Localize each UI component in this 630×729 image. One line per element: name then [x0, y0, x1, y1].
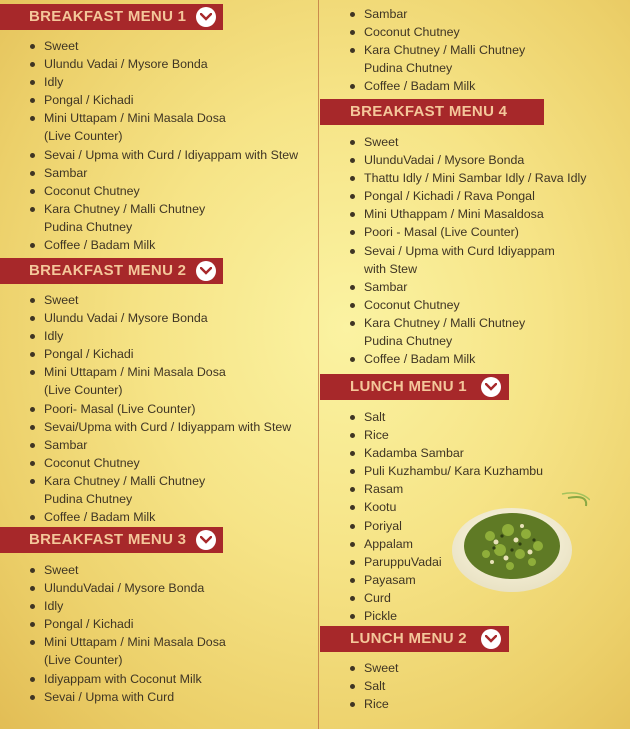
- menu-item: [320, 408, 543, 426]
- breakfast-menu-3-header[interactable]: [0, 527, 223, 553]
- menu-item-text: Idly: [44, 599, 64, 614]
- lunch-menu-2-list: [320, 659, 398, 713]
- lunch-menu-1-title: LUNCH MENU 1: [350, 378, 467, 395]
- menu-item-text: UlunduVadai / Mysore Bonda: [44, 581, 205, 596]
- menu-item-text: Coconut Chutney: [364, 297, 460, 312]
- menu-item-text-continued: with Stew: [364, 261, 418, 276]
- menu-item-text: Puli Kuzhambu/ Kara Kuzhambu: [364, 464, 544, 479]
- breakfast-menu-2-header[interactable]: [0, 258, 223, 284]
- menu-item: [320, 350, 586, 368]
- menu-item-text: Mini Uttapam / Mini Masala Dosa: [44, 111, 226, 126]
- menu-item: [320, 151, 586, 169]
- menu-item-text: Rasam: [364, 482, 404, 497]
- menu-item: [0, 615, 226, 633]
- menu-item-text: Pickle: [364, 609, 398, 624]
- menu-item-text: Sweet: [364, 135, 399, 149]
- menu-item: [320, 187, 586, 205]
- menu-item: [320, 205, 586, 223]
- menu-item-text: Sambar: [44, 437, 88, 452]
- menu-item: [0, 508, 291, 526]
- poriyal-dish-image: [450, 492, 590, 600]
- menu-item-text-continued: (Live Counter): [44, 653, 123, 668]
- menu-item: [320, 296, 586, 314]
- menu-item-text: Rice: [364, 697, 389, 712]
- menu-item: [320, 607, 543, 625]
- menu-item-text: Coconut Chutney: [44, 183, 140, 198]
- menu-item-text: Mini Uttapam / Mini Masala Dosa: [44, 635, 226, 650]
- breakfast-menu-3-title: BREAKFAST MENU 3: [29, 531, 187, 548]
- menu-item: [0, 91, 298, 109]
- menu-item-text: Pongal / Kichadi: [44, 93, 134, 108]
- menu-item: [0, 418, 291, 436]
- menu-item: [0, 55, 298, 73]
- menu-item-text: Sevai/Upma with Curd / Idiyappam with Stew: [44, 419, 292, 434]
- breakfast-menu-1-list: [0, 37, 298, 254]
- menu-item-text: Sweet: [44, 563, 79, 577]
- breakfast-menu-4-list: [320, 133, 586, 368]
- menu-item: [0, 146, 298, 164]
- menu-item-text: Poriyal: [364, 518, 402, 533]
- menu-item: [0, 561, 226, 579]
- menu-item: [0, 236, 298, 254]
- menu-item-text: Kara Chutney / Malli Chutney: [364, 43, 526, 58]
- menu-item: [320, 223, 586, 241]
- menu-item-text: Mini Uttapam / Mini Masala Dosa: [44, 365, 226, 380]
- menu-item: [320, 133, 586, 151]
- menu-item-text: Sevai / Upma with Curd: [44, 689, 175, 704]
- menu-item-text: Poori- Masal (Live Counter): [44, 401, 196, 416]
- menu-item-text: Pongal / Kichadi: [44, 617, 134, 632]
- menu-item: [0, 363, 291, 399]
- menu-item: [320, 444, 543, 462]
- menu-item-text: UlunduVadai / Mysore Bonda: [364, 153, 525, 168]
- menu-item: [0, 633, 226, 669]
- menu-item-text: Salt: [364, 410, 386, 424]
- menu-item-text: Pongal / Kichadi / Rava Pongal: [364, 189, 535, 204]
- menu-item-text: Poori - Masal (Live Counter): [364, 225, 519, 240]
- breakfast-menu-2-list: [0, 291, 291, 526]
- menu-item: [0, 327, 291, 345]
- menu-item-text: Ulundu Vadai / Mysore Bonda: [44, 311, 208, 326]
- menu-item: [0, 164, 298, 182]
- menu-item-text: Sweet: [44, 39, 79, 53]
- menu-item-text: Sambar: [364, 7, 408, 21]
- menu-item-text: Coffee / Badam Milk: [364, 352, 476, 367]
- menu-item: [320, 695, 398, 713]
- breakfast-menu-4-title: BREAKFAST MENU 4: [350, 103, 508, 120]
- menu-item-text: Kara Chutney / Malli Chutney: [364, 315, 526, 330]
- menu-item: [0, 345, 291, 363]
- menu-item-text: Kootu: [364, 500, 397, 515]
- menu-item: [320, 41, 525, 77]
- menu-item-text: Mini Uthappam / Mini Masaldosa: [364, 207, 544, 222]
- menu-item-text: Coffee / Badam Milk: [364, 79, 476, 94]
- menu-item: [320, 426, 543, 444]
- chevron-down-icon[interactable]: [481, 377, 501, 397]
- menu-item: [320, 242, 586, 278]
- menu-item: [320, 23, 525, 41]
- lunch-menu-1-header[interactable]: [320, 374, 509, 400]
- menu-item-text: ParuppuVadai: [364, 554, 442, 569]
- lunch-menu-2-title: LUNCH MENU 2: [350, 630, 467, 647]
- menu-item-text: Pongal / Kichadi: [44, 347, 134, 362]
- menu-item-text-continued: Pudina Chutney: [364, 61, 453, 76]
- menu-item-text: Kara Chutney / Malli Chutney: [44, 201, 206, 216]
- chevron-down-icon[interactable]: [196, 261, 216, 281]
- menu-item: [320, 677, 398, 695]
- menu-item-text-continued: (Live Counter): [44, 383, 123, 398]
- menu-item: [320, 314, 586, 350]
- menu-item-text-continued: (Live Counter): [44, 129, 123, 144]
- menu-item-text: Curd: [364, 590, 391, 605]
- chevron-down-icon[interactable]: [196, 530, 216, 550]
- menu-item: [320, 77, 525, 95]
- menu-item: [0, 597, 226, 615]
- menu-item-text: Kara Chutney / Malli Chutney: [44, 473, 206, 488]
- menu-item-text: Sevai / Upma with Curd / Idiyappam with Stew: [44, 147, 299, 162]
- breakfast-menu-1-header[interactable]: [0, 4, 223, 30]
- column-divider: [318, 0, 319, 729]
- menu-item: [0, 200, 298, 236]
- menu-item-text: Kadamba Sambar: [364, 446, 464, 461]
- breakfast-menu-1-title: BREAKFAST MENU 1: [29, 8, 187, 25]
- menu-item: [0, 109, 298, 145]
- menu-item: [320, 462, 543, 480]
- menu-item: [0, 436, 291, 454]
- menu-item: [0, 182, 298, 200]
- menu-item-text: Coconut Chutney: [44, 455, 140, 470]
- menu-item: [320, 278, 586, 296]
- menu-item-text: Coffee / Badam Milk: [44, 238, 156, 253]
- breakfast-menu-2-title: BREAKFAST MENU 2: [29, 262, 187, 279]
- menu-item-text: Idly: [44, 329, 64, 344]
- menu-item-text: Sweet: [364, 661, 399, 675]
- menu-item: [0, 454, 291, 472]
- menu-item: [0, 291, 291, 309]
- menu-item: [0, 73, 298, 91]
- menu-item-text: Coffee / Badam Milk: [44, 510, 156, 525]
- menu-item-text-continued: Pudina Chutney: [44, 492, 133, 507]
- chevron-down-icon[interactable]: [481, 629, 501, 649]
- menu-item: [0, 579, 226, 597]
- menu-item: [320, 5, 525, 23]
- lunch-menu-2-header[interactable]: [320, 626, 509, 652]
- menu-item-text: Sweet: [44, 293, 79, 307]
- menu-item-text: Sambar: [364, 279, 408, 294]
- breakfast-menu-3-continued-list: [320, 5, 525, 95]
- chevron-down-icon[interactable]: [196, 7, 216, 27]
- menu-item-text: Idiyappam with Coconut Milk: [44, 671, 202, 686]
- breakfast-menu-3-list: [0, 561, 226, 706]
- menu-item-text: Rice: [364, 428, 389, 443]
- menu-item-text: Coconut Chutney: [364, 25, 460, 40]
- menu-item-text: Sambar: [44, 165, 88, 180]
- menu-item-text: Salt: [364, 679, 386, 694]
- breakfast-menu-4-header[interactable]: [320, 99, 544, 125]
- menu-item-text: Idly: [44, 75, 64, 90]
- menu-item-text: Appalam: [364, 536, 413, 551]
- menu-item-text: Ulundu Vadai / Mysore Bonda: [44, 57, 208, 72]
- menu-item-text: Payasam: [364, 572, 416, 587]
- menu-item: [320, 659, 398, 677]
- menu-item: [0, 670, 226, 688]
- menu-item-text-continued: Pudina Chutney: [44, 219, 133, 234]
- menu-item-text: Thattu Idly / Mini Sambar Idly / Rava Idly: [364, 171, 587, 186]
- menu-item: [0, 400, 291, 418]
- menu-item-text: Sevai / Upma with Curd Idiyappam: [364, 243, 555, 258]
- menu-item-text-continued: Pudina Chutney: [364, 334, 453, 349]
- menu-item: [0, 309, 291, 327]
- menu-item: [0, 37, 298, 55]
- menu-item: [0, 688, 226, 706]
- menu-item: [0, 472, 291, 508]
- menu-item: [320, 169, 586, 187]
